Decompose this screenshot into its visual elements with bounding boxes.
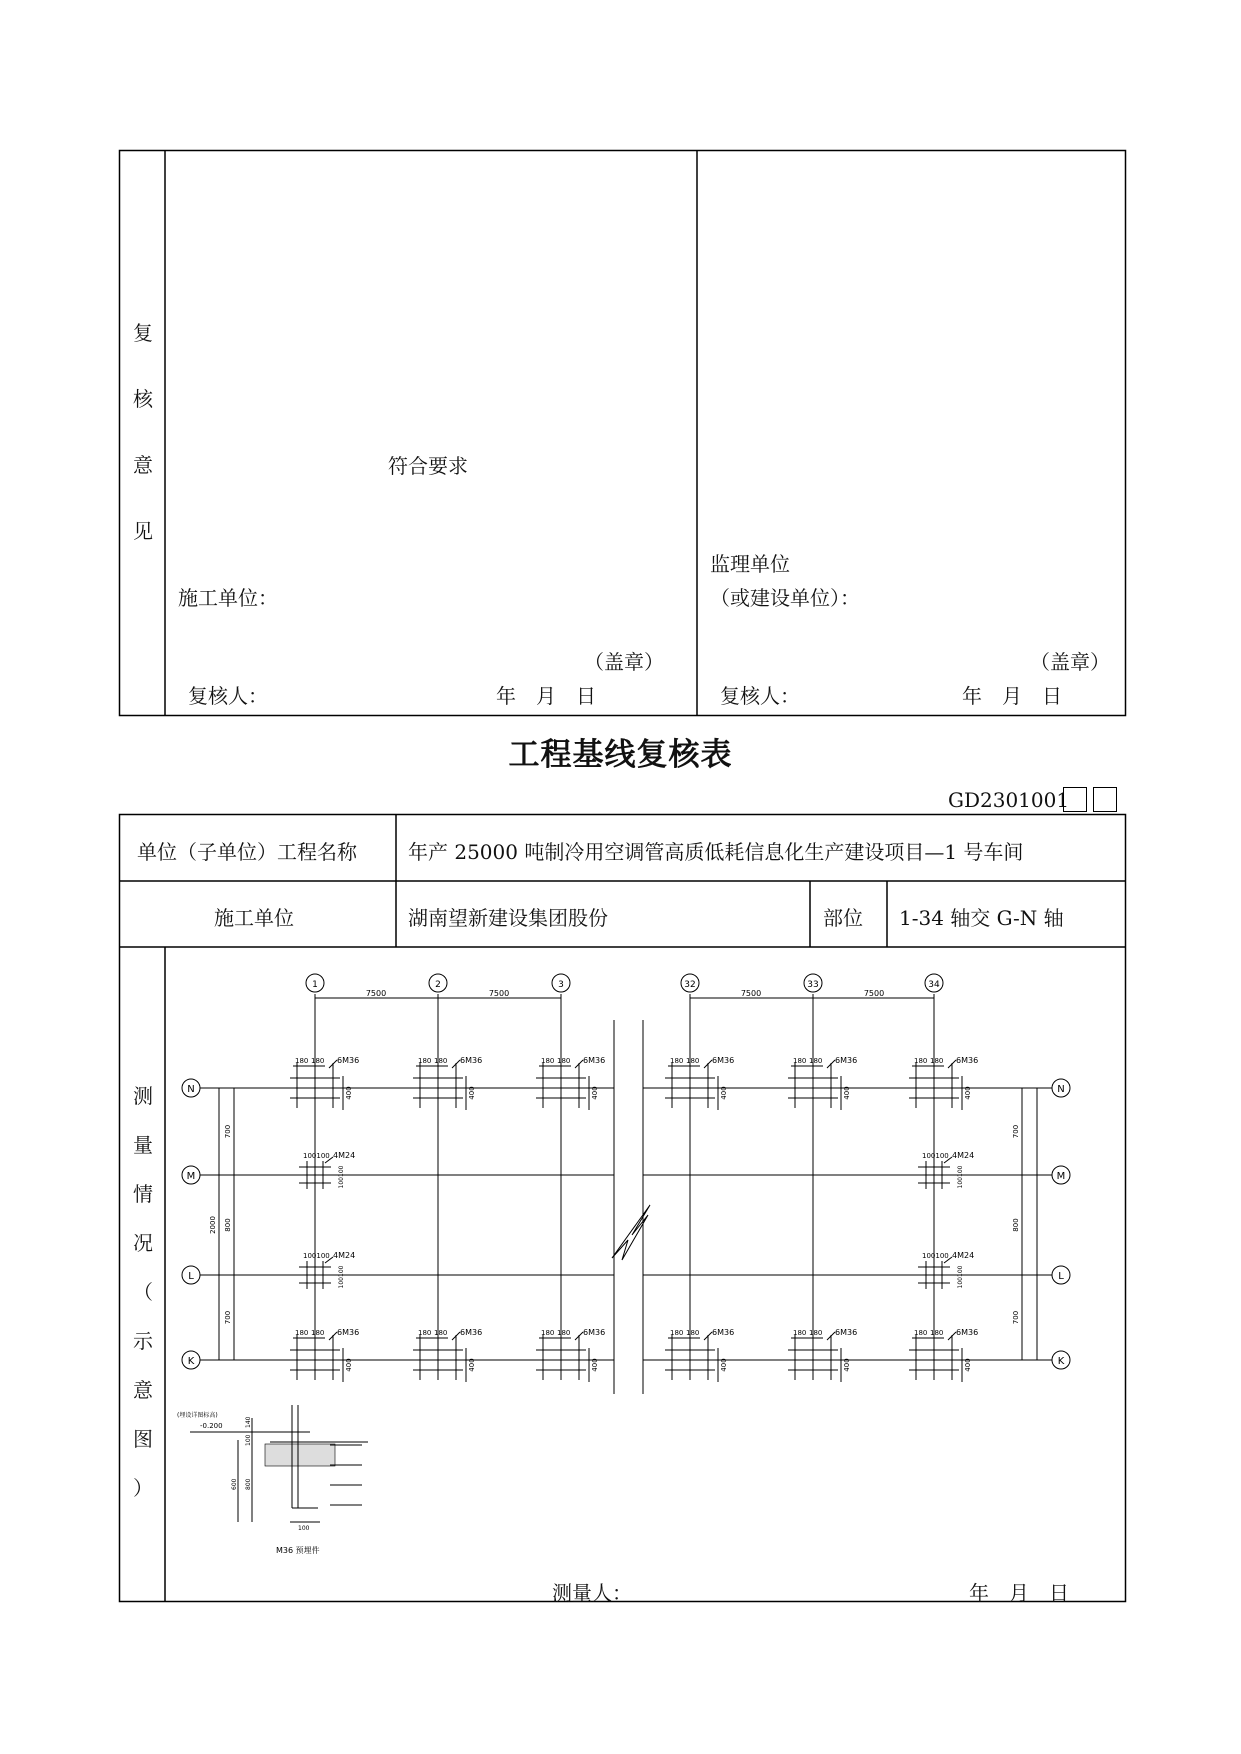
detail-concrete-layer: [265, 1444, 335, 1466]
break-symbol: [612, 1205, 650, 1260]
anchor-dimension-label: 400: [591, 1358, 599, 1372]
review-side-char: 见: [133, 519, 153, 543]
span-dimension-label: 7500: [488, 989, 510, 998]
supervision-reviewer-label: 复核人：: [720, 684, 800, 708]
anchor-dimension-label: 180: [809, 1329, 823, 1337]
row-axis-label: M: [1056, 1171, 1066, 1182]
anchor-dimension-label: 100100: [338, 1265, 345, 1289]
column-axis-label: 32: [684, 980, 696, 990]
anchor-dimension-label: 180: [541, 1329, 555, 1337]
anchor-dimension-label: 400: [843, 1358, 851, 1372]
measure-side-char: 况: [133, 1231, 153, 1255]
bolt-spec-label: 4M24: [952, 1251, 975, 1260]
row-axis-label: M: [186, 1171, 196, 1182]
row-dimension-label: 700: [1012, 1310, 1020, 1325]
anchor-dimension-label: 400: [345, 1358, 353, 1372]
anchor-dimension-label: 180: [809, 1057, 823, 1065]
review-side-char: 复: [133, 321, 153, 345]
span-dimension-label: 7500: [365, 989, 387, 998]
anchor-dimension-label: 180: [557, 1057, 571, 1065]
anchor-dimension-label: 100100: [338, 1165, 345, 1189]
bolt-spec-label: 6M36: [583, 1056, 606, 1065]
anchor-dimension-label: 180: [914, 1057, 928, 1065]
bolt-spec-label: 6M36: [956, 1056, 979, 1065]
detail-dimension-label: 100: [245, 1434, 252, 1446]
anchor-dimension-label: 180: [930, 1329, 944, 1337]
construction-reviewer-label: 复核人：: [188, 684, 268, 708]
anchor-dimension-label: 100100: [922, 1152, 949, 1160]
row-dimension-label: 700: [224, 1124, 232, 1139]
anchor-dimension-label: 400: [964, 1086, 972, 1100]
measure-side-char: ）: [133, 1476, 153, 1500]
review-side-label: [133, 300, 153, 564]
bolt-spec-label: 6M36: [460, 1328, 483, 1337]
review-table-frame: [0, 0, 1241, 720]
anchor-dimension-label: 180: [793, 1329, 807, 1337]
anchor-dimension-label: 180: [434, 1329, 448, 1337]
survey-date: 年 月 日: [969, 1581, 1069, 1605]
form-title: 工程基线复核表: [508, 737, 733, 773]
span-dimension-label: 7500: [740, 989, 762, 998]
measure-side-char: 量: [133, 1133, 153, 1157]
anchor-dimension-label: 100100: [303, 1152, 330, 1160]
anchor-dimension-label: 180: [914, 1329, 928, 1337]
anchor-dimension-label: 180: [670, 1329, 684, 1337]
anchor-dimension-label: 180: [434, 1057, 448, 1065]
anchor-dimension-label: 400: [720, 1086, 728, 1100]
construction-seal: （盖章）: [584, 650, 664, 674]
row-dimension-label: 2000: [209, 1216, 217, 1234]
row-axis-label: L: [1058, 1271, 1064, 1282]
location-value: 1-34 轴交 G-N 轴: [899, 906, 1064, 930]
anchor-dimension-label: 180: [793, 1057, 807, 1065]
anchor-dimension-label: 400: [964, 1358, 972, 1372]
anchor-dimension-label: 400: [468, 1358, 476, 1372]
measure-side-label: [133, 1072, 153, 1513]
bolt-spec-label: 6M36: [835, 1056, 858, 1065]
row-axis-label: K: [1057, 1356, 1065, 1367]
measure-side-char: 测: [133, 1084, 153, 1108]
measure-side-char: 示: [133, 1329, 153, 1353]
anchor-dimension-label: 180: [541, 1057, 555, 1065]
location-label: 部位: [823, 906, 863, 930]
anchor-dimension-label: 180: [670, 1057, 684, 1065]
bolt-spec-label: 6M36: [460, 1056, 483, 1065]
bolt-spec-label: 6M36: [712, 1328, 735, 1337]
anchor-dimension-label: 180: [418, 1057, 432, 1065]
row-axis-label: N: [187, 1084, 195, 1095]
bolt-spec-label: 6M36: [835, 1328, 858, 1337]
column-axis-label: 2: [435, 980, 441, 990]
anchor-dimension-label: 180: [311, 1057, 325, 1065]
anchor-dimension-label: 400: [843, 1086, 851, 1100]
detail-caption: M36 预埋件: [276, 1546, 320, 1555]
supervision-review-date: 年 月 日: [962, 684, 1062, 708]
row-axis-label: K: [187, 1356, 195, 1367]
detail-elevation: -0.200: [200, 1422, 223, 1430]
measure-side-char: （: [133, 1280, 153, 1304]
anchor-dimension-label: 180: [295, 1329, 309, 1337]
bolt-spec-label: 4M24: [333, 1251, 356, 1260]
anchor-dimension-label: 180: [686, 1329, 700, 1337]
column-axis-label: 34: [928, 980, 940, 990]
construction-unit-value: 湖南望新建设集团股份: [408, 906, 608, 930]
row-axis-label: N: [1057, 1084, 1065, 1095]
column-axis-label: 1: [312, 980, 318, 990]
span-dimension-label: 7500: [863, 989, 885, 998]
bolt-spec-label: 6M36: [956, 1328, 979, 1337]
anchor-dimension-label: 100100: [957, 1265, 964, 1289]
row-dimension-label: 800: [1012, 1218, 1020, 1232]
row-dimension-label: 700: [1012, 1124, 1020, 1139]
row-dimension-label: 700: [224, 1310, 232, 1325]
detail-note: (埋设详图标高): [177, 1412, 218, 1419]
bolt-spec-label: 6M36: [337, 1328, 360, 1337]
anchor-dimension-label: 400: [591, 1086, 599, 1100]
anchor-dimension-label: 100100: [957, 1165, 964, 1189]
row-dimension-label: 800: [224, 1218, 232, 1232]
anchor-dimension-label: 180: [311, 1329, 325, 1337]
row-axis-label: L: [188, 1271, 194, 1282]
form-code: GD2301001: [948, 788, 1070, 812]
measure-side-char: 意: [133, 1378, 153, 1402]
construction-unit-label: 施工单位：: [178, 586, 278, 610]
column-axis-label: 33: [807, 980, 819, 990]
anchor-dimension-label: 400: [720, 1358, 728, 1372]
construction-unit-cell-label: 施工单位: [214, 906, 294, 930]
surveyor-label: 测量人：: [552, 1581, 632, 1605]
anchor-dimension-label: 100100: [303, 1252, 330, 1260]
detail-dimension-label: 600: [231, 1478, 238, 1490]
column-axis-label: 3: [558, 980, 564, 990]
project-name-value: 年产 25000 吨制冷用空调管高质低耗信息化生产建设项目—1 号车间: [408, 840, 1024, 864]
measure-side-char: 图: [133, 1427, 153, 1451]
bolt-spec-label: 6M36: [337, 1056, 360, 1065]
anchor-dimension-label: 180: [295, 1057, 309, 1065]
measure-side-char: 情: [133, 1182, 153, 1206]
review-opinion: 符合要求: [388, 454, 468, 478]
bolt-spec-label: 4M24: [333, 1151, 356, 1160]
construction-review-date: 年 月 日: [496, 684, 596, 708]
review-side-char: 核: [133, 387, 153, 411]
anchor-dimension-label: 400: [345, 1086, 353, 1100]
bolt-spec-label: 6M36: [712, 1056, 735, 1065]
baseline-schematic-drawing: [166, 948, 1124, 1600]
bolt-spec-label: 4M24: [952, 1151, 975, 1160]
detail-dimension-label: 800: [245, 1478, 252, 1490]
anchor-dimension-label: 180: [686, 1057, 700, 1065]
detail-dimension-label: 100: [298, 1525, 310, 1532]
anchor-dimension-label: 180: [418, 1329, 432, 1337]
review-side-char: 意: [133, 453, 153, 477]
bolt-spec-label: 6M36: [583, 1328, 606, 1337]
detail-dimension-label: 140: [245, 1416, 252, 1428]
supervision-unit-label-sub: （或建设单位）：: [710, 586, 860, 610]
anchor-dimension-label: 180: [557, 1329, 571, 1337]
anchor-dimension-label: 100100: [922, 1252, 949, 1260]
project-name-label: 单位（子单位）工程名称: [137, 840, 357, 864]
anchor-dimension-label: 180: [930, 1057, 944, 1065]
supervision-seal: （盖章）: [1030, 650, 1110, 674]
supervision-unit-label: 监理单位: [710, 552, 790, 576]
anchor-dimension-label: 400: [468, 1086, 476, 1100]
